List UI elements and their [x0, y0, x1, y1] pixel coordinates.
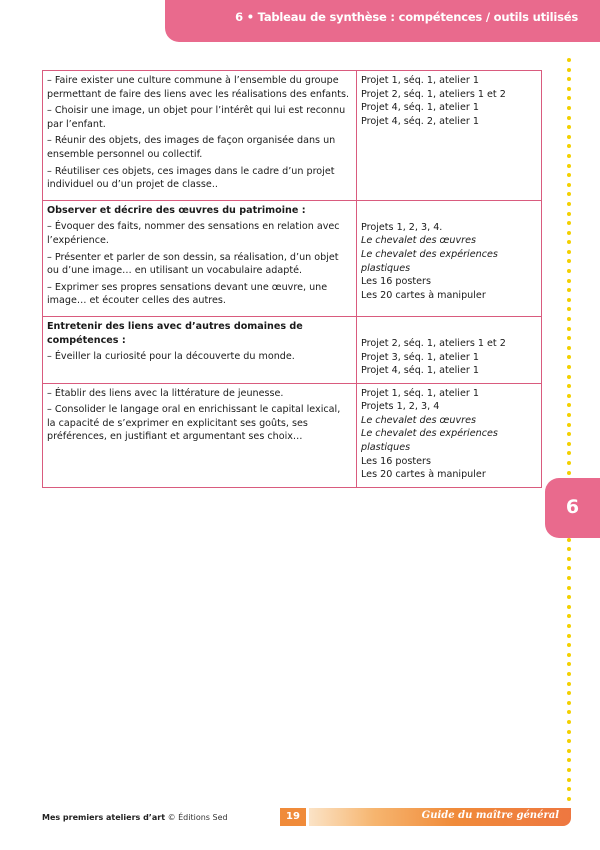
dot	[567, 403, 571, 407]
dot	[567, 116, 571, 120]
competence-item: – Éveiller la curiosité pour la découverte du monde.	[47, 351, 295, 363]
tool-item: Projet 1, séq. 1, atelier 1	[361, 75, 479, 86]
header-band	[165, 0, 600, 42]
dot	[567, 106, 571, 110]
dot	[567, 432, 571, 436]
dot	[567, 269, 571, 273]
dot	[567, 557, 571, 561]
dot	[567, 317, 571, 321]
dot	[567, 125, 571, 129]
dot	[567, 423, 571, 427]
dot	[567, 250, 571, 254]
chapter-tab	[545, 478, 600, 538]
table-row	[43, 316, 542, 383]
competence-item: – Exprimer ses propres sensations devant une œuvre, une image… et écouter celles des autres.	[47, 281, 328, 307]
dot	[567, 183, 571, 187]
copyright: © Éditions Sed	[167, 813, 228, 822]
competence-item: – Réunir des objets, des images de façon organisée dans un ensemble personnel ou collectif.	[47, 135, 336, 160]
synthesis-table	[42, 70, 542, 488]
dot	[567, 471, 571, 475]
dot	[567, 240, 571, 244]
dot	[567, 442, 571, 446]
tool-item: Projet 3, séq. 1, atelier 1	[361, 351, 479, 363]
dot	[567, 566, 571, 570]
tool-item: Projet 2, séq. 1, ateliers 1 et 2	[361, 88, 506, 100]
page-number: 19	[286, 811, 300, 822]
tool-item: Le chevalet des œuvres	[361, 414, 476, 426]
dot	[567, 730, 571, 734]
competences-cell	[43, 316, 357, 383]
dot	[567, 231, 571, 235]
dot	[567, 164, 571, 168]
competences-cell	[43, 383, 357, 487]
tool-item: Projet 4, séq. 1, atelier 1	[361, 102, 479, 114]
dot	[567, 394, 571, 398]
dot	[567, 173, 571, 177]
dot	[567, 682, 571, 686]
dot	[567, 298, 571, 302]
dot	[567, 624, 571, 628]
guide-band	[309, 808, 571, 826]
dot	[567, 787, 571, 791]
dot	[567, 68, 571, 72]
dot	[567, 288, 571, 292]
competence-item: – Évoquer des faits, nommer des sensations en relation avec l’expérience.	[47, 221, 340, 246]
tool-item: Les 16 posters	[361, 276, 431, 288]
table-row	[43, 383, 542, 487]
dot	[567, 701, 571, 705]
tools-cell	[357, 71, 542, 201]
dot	[567, 547, 571, 551]
competence-item: – Choisir une image, un objet pour l’intérêt qui lui est reconnu par l’enfant.	[47, 105, 346, 130]
competences-cell	[43, 200, 357, 316]
dot	[567, 87, 571, 91]
tool-item: Le chevalet des œuvres	[361, 235, 476, 247]
dot	[567, 365, 571, 369]
section-heading: Entretenir des liens avec d’autres domaines de compétences :	[47, 320, 303, 346]
competence-item: – Présenter et parler de son dessin, sa réalisation, d’un objet ou d’une image… en utilisant un vocabulaire adapté.	[47, 251, 339, 277]
dot	[567, 355, 571, 359]
dot	[567, 576, 571, 580]
dot	[567, 720, 571, 724]
tool-item: Projets 1, 2, 3, 4.	[361, 221, 443, 233]
dot	[567, 259, 571, 263]
dot	[567, 586, 571, 590]
competence-item: – Faire exister une culture commune à l’ensemble du groupe permettant de faire des liens avec les réalisations des enfants.	[47, 75, 350, 100]
book-title: Mes premiers ateliers d’art	[42, 813, 166, 822]
dot	[567, 672, 571, 676]
dot	[567, 96, 571, 100]
dot	[567, 384, 571, 388]
competence-item: – Consolider le langage oral en enrichissant le capital lexical, la capacité de s’exprimer en explicitant ses goûts, ses préférences, en justifiant et argumentant ses choix…	[47, 404, 341, 443]
dot	[567, 653, 571, 657]
dot	[567, 595, 571, 599]
dot	[567, 212, 571, 216]
table-row	[43, 71, 542, 201]
guide-label: Guide du maître général	[421, 810, 559, 821]
dot	[567, 192, 571, 196]
dot	[567, 778, 571, 782]
dot	[567, 336, 571, 340]
dot	[567, 451, 571, 455]
dot	[567, 634, 571, 638]
footer-credits	[42, 813, 228, 822]
dot	[567, 413, 571, 417]
chapter-tab-label: 6	[565, 496, 580, 518]
dot	[567, 154, 571, 158]
dot	[567, 643, 571, 647]
page-title: 6 • Tableau de synthèse : compétences / outils utilisés	[235, 10, 578, 24]
dot	[567, 144, 571, 148]
tool-item: Projet 4, séq. 2, atelier 1	[361, 115, 479, 127]
dot	[567, 758, 571, 762]
dot	[567, 135, 571, 139]
dot	[567, 221, 571, 225]
dot	[567, 461, 571, 465]
competence-item: – Établir des liens avec la littérature de jeunesse.	[47, 387, 284, 399]
tool-item: Les 16 posters	[361, 455, 431, 467]
tools-cell	[357, 316, 542, 383]
tool-item: Le chevalet des expériences plastiques	[361, 248, 498, 274]
dotted-margin-line	[566, 58, 572, 808]
dot	[567, 307, 571, 311]
dot	[567, 614, 571, 618]
dot	[567, 58, 571, 62]
dot	[567, 279, 571, 283]
dot	[567, 346, 571, 350]
dot	[567, 77, 571, 81]
dot	[567, 202, 571, 206]
tool-item: Projet 2, séq. 1, ateliers 1 et 2	[361, 337, 506, 349]
tool-item: Les 20 cartes à manipuler	[361, 469, 486, 481]
dot	[567, 710, 571, 714]
tools-cell	[357, 383, 542, 487]
competence-item: – Réutiliser ces objets, ces images dans le cadre d’un projet individuel ou d’un projet de classe..	[47, 165, 335, 191]
table-row	[43, 200, 542, 316]
competences-cell	[43, 71, 357, 201]
dot	[567, 691, 571, 695]
tool-item: Projet 4, séq. 1, atelier 1	[361, 365, 479, 377]
tool-item: Projet 1, séq. 1, atelier 1	[361, 387, 479, 399]
dot	[567, 749, 571, 753]
dot	[567, 662, 571, 666]
tool-item: Les 20 cartes à manipuler	[361, 289, 486, 301]
dot	[567, 739, 571, 743]
tool-item: Projets 1, 2, 3, 4	[361, 401, 440, 413]
tool-item: Le chevalet des expériences plastiques	[361, 428, 498, 454]
dot	[567, 768, 571, 772]
section-heading: Observer et décrire des œuvres du patrimoine :	[47, 204, 306, 216]
dot	[567, 375, 571, 379]
page-number-box	[280, 808, 306, 826]
dot	[567, 538, 571, 542]
dot	[567, 327, 571, 331]
dot	[567, 797, 571, 801]
dot	[567, 605, 571, 609]
tools-cell	[357, 200, 542, 316]
